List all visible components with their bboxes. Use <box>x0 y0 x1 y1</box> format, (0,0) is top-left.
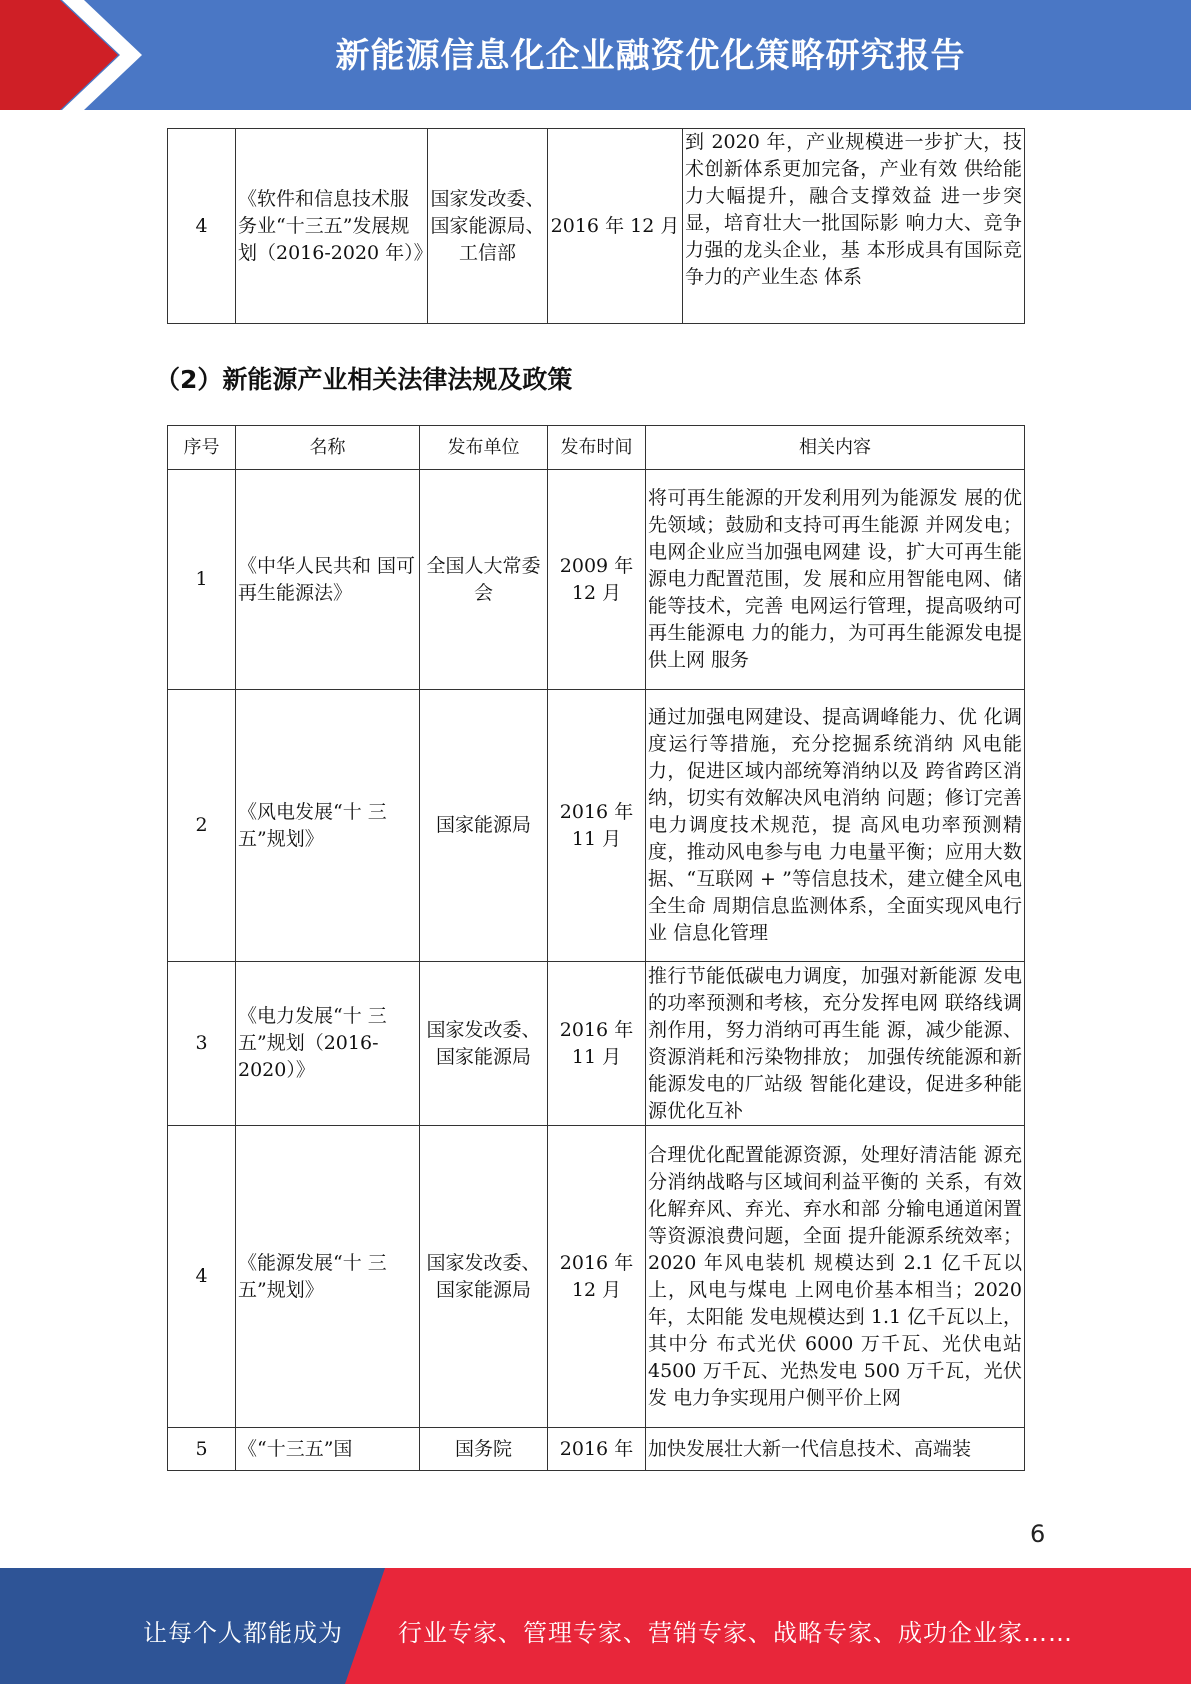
policy-name: 《电力发展“十 三五”规划（2016-2020）》 <box>236 962 420 1126</box>
row-number: 2 <box>168 690 236 962</box>
page-header <box>0 0 1191 110</box>
table-row <box>168 129 1025 324</box>
policy-name: 《中华人民共和 国可再生能源法》 <box>236 470 420 690</box>
report-title: 新能源信息化企业融资优化策略研究报告 <box>335 36 966 76</box>
policy-name: 《“十三五”国 <box>236 1428 420 1471</box>
row-number: 4 <box>168 129 236 324</box>
header-red-arrow-decoration <box>0 0 150 110</box>
issue-date: 2016 年 11 月 <box>548 962 646 1126</box>
page-footer <box>0 1568 1191 1684</box>
row-number: 3 <box>168 962 236 1126</box>
table-row <box>168 1428 1025 1471</box>
table-row <box>168 690 1025 962</box>
policy-content: 通过加强电网建设、提高调峰能力、优 化调度运行等措施，充分挖掘系统消纳 风电能力，促进区域内部统筹消纳以及 跨省跨区消纳，切实有效解决风电消纳 问题；修订完善电力调度技术规范，提 高风电功率预测精度，推动风电参与电 力电量平衡；应用大数据、“互联网 + ”等信息技术，建立健全风电全生命 周期信息监测体系，全面实现风电行业 信息化管理 <box>646 690 1025 962</box>
policy-name: 《能源发展“十 三五”规划》 <box>236 1126 420 1428</box>
row-number: 4 <box>168 1126 236 1428</box>
policy-name: 《风电发展“十 三五”规划》 <box>236 690 420 962</box>
header-no: 序号 <box>168 426 236 470</box>
footer-slogan-right: 行业专家、管理专家、营销专家、战略专家、成功企业家…… <box>398 1619 1073 1647</box>
row-number: 5 <box>168 1428 236 1471</box>
issue-date: 2016 年 12 月 <box>548 129 683 324</box>
footer-slogan-left: 让每个人都能成为 <box>143 1619 343 1647</box>
policy-content: 加快发展壮大新一代信息技术、高端装 <box>646 1428 1025 1471</box>
issuing-unit: 国家能源局 <box>420 690 548 962</box>
page-number: 6 <box>1030 1520 1046 1548</box>
issuing-unit: 全国人大常委会 <box>420 470 548 690</box>
issue-date: 2009 年 12 月 <box>548 470 646 690</box>
row-number: 1 <box>168 470 236 690</box>
issue-date: 2016 年 12 月 <box>548 1126 646 1428</box>
policy-content: 合理优化配置能源资源，处理好清洁能 源充分消纳战略与区域间利益平衡的 关系，有效化解弃风、弃光、弃水和部 分输电通道闲置等资源浪费问题，全面 提升能源系统效率；2020 年风电装机 规模达到 2.1 亿千瓦以上，风电与煤电 上网电价基本相当；2020 年，太阳能 发电规模达到 1.1 亿千瓦以上，其中分 布式光伏 6000 万千瓦、光伏电站 4500 万千瓦、光热发电 500 万千瓦，光伏发 电力争实现用户侧平价上网 <box>646 1126 1025 1428</box>
issue-date: 2016 年 <box>548 1428 646 1471</box>
policy-content: 推行节能低碳电力调度，加强对新能源 发电的功率预测和考核，充分发挥电网 联络线调剂作用，努力消纳可再生能 源，减少能源、资源消耗和污染物排放； 加强传统能源和新能源发电的厂站级 智能化建设，促进多种能源优化互补 <box>646 962 1025 1126</box>
table-row <box>168 1126 1025 1428</box>
issuing-unit: 国务院 <box>420 1428 548 1471</box>
policy-table <box>167 425 1025 1471</box>
issuing-unit: 国家发改委、国家能源局 <box>420 962 548 1126</box>
header-unit: 发布单位 <box>420 426 548 470</box>
issuing-unit: 国家发改委、国家能源局、工信部 <box>428 129 548 324</box>
header-name: 名称 <box>236 426 420 470</box>
table-header-row <box>168 426 1025 470</box>
policy-name: 《软件和信息技术服务业“十三五”发展规划（2016-2020 年）》 <box>236 129 428 324</box>
section-heading: （2）新能源产业相关法律法规及政策 <box>155 365 573 394</box>
issuing-unit: 国家发改委、国家能源局 <box>420 1126 548 1428</box>
policy-content: 到 2020 年，产业规模进一步扩大，技术创新体系更加完备，产业有效 供给能力大幅提升，融合支撑效益 进一步突显，培育壮大一批国际影 响力大、竞争力强的龙头企业，基 本形成具有国际竞争力的产业生态 体系 <box>683 129 1025 324</box>
header-date: 发布时间 <box>548 426 646 470</box>
policy-content: 将可再生能源的开发利用列为能源发 展的优先领域；鼓励和支持可再生能源 并网发电；电网企业应当加强电网建 设，扩大可再生能源电力配置范围，发 展和应用智能电网、储能等技术，完善 电网运行管理，提高吸纳可再生能源电 力的能力，为可再生能源发电提供上网 服务 <box>646 470 1025 690</box>
continued-policy-table <box>167 128 1025 324</box>
header-content: 相关内容 <box>646 426 1025 470</box>
table-row <box>168 470 1025 690</box>
table-row <box>168 962 1025 1126</box>
issue-date: 2016 年 11 月 <box>548 690 646 962</box>
